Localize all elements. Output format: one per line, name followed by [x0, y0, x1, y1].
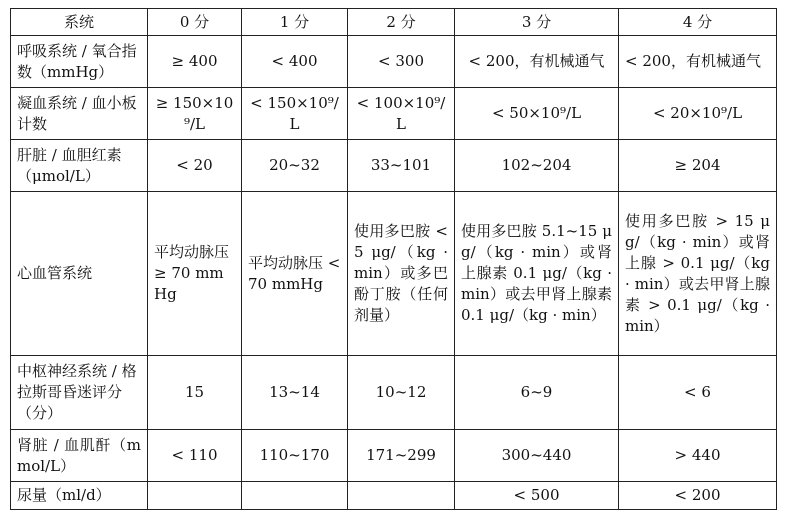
score-0-cell: ≥ 150×10⁹/L: [148, 88, 242, 140]
header-score-1: 1 分: [242, 9, 348, 36]
score-3-cell: 使用多巴胺 5.1~15 μg/（kg · min）或肾上腺素 0.1 μg/（kg · min）或去甲肾上腺素 0.1 μg/（kg · min）: [455, 192, 619, 356]
system-cell: 尿量（ml/d）: [11, 482, 148, 510]
score-2-cell: 171~299: [348, 430, 455, 482]
table-row-renal: [11, 430, 777, 482]
header-score-4: 4 分: [619, 9, 777, 36]
table-row-urine: [11, 482, 777, 510]
score-3-cell: 6~9: [455, 356, 619, 430]
score-4-cell: < 6: [619, 356, 777, 430]
score-4-cell: 使用多巴胺 > 15 μg/（kg · min）或肾上腺 > 0.1 μg/（kg · min）或去甲肾上腺素 > 0.1 μg/（kg · min）: [619, 192, 777, 356]
score-1-cell: 20~32: [242, 140, 348, 192]
score-0-cell: 15: [148, 356, 242, 430]
score-3-cell: 102~204: [455, 140, 619, 192]
score-3-cell: < 500: [455, 482, 619, 510]
header-row: [11, 9, 777, 36]
header-score-3: 3 分: [455, 9, 619, 36]
score-1-cell: 110~170: [242, 430, 348, 482]
sofa-score-table: [10, 8, 777, 510]
score-1-cell: < 400: [242, 36, 348, 88]
score-0-cell: 平均动脉压 ≥ 70 mmHg: [148, 192, 242, 356]
table-row-liver: [11, 140, 777, 192]
score-2-cell: 10~12: [348, 356, 455, 430]
score-0-cell: [148, 482, 242, 510]
score-2-cell: < 300: [348, 36, 455, 88]
score-1-cell: < 150×10⁹/L: [242, 88, 348, 140]
score-1-cell: 平均动脉压 < 70 mmHg: [242, 192, 348, 356]
table-row-coagulation: [11, 88, 777, 140]
score-4-cell: < 20×10⁹/L: [619, 88, 777, 140]
header-system: 系统: [11, 9, 148, 36]
score-0-cell: ≥ 400: [148, 36, 242, 88]
score-0-cell: < 110: [148, 430, 242, 482]
system-cell: 凝血系统 / 血小板计数: [11, 88, 148, 140]
score-2-cell: 33~101: [348, 140, 455, 192]
system-cell: 中枢神经系统 / 格拉斯哥昏迷评分（分）: [11, 356, 148, 430]
score-2-cell: 使用多巴胺 < 5 μg/（kg · min）或多巴酚丁胺（任何剂量）: [348, 192, 455, 356]
score-4-cell: < 200，有机械通气: [619, 36, 777, 88]
score-1-cell: [242, 482, 348, 510]
score-2-cell: [348, 482, 455, 510]
score-3-cell: 300~440: [455, 430, 619, 482]
score-3-cell: < 50×10⁹/L: [455, 88, 619, 140]
score-4-cell: < 200: [619, 482, 777, 510]
system-cell: 呼吸系统 / 氧合指数（mmHg）: [11, 36, 148, 88]
system-cell: 肝脏 / 血胆红素（μmol/L）: [11, 140, 148, 192]
table-row-respiratory: [11, 36, 777, 88]
table-row-cns: [11, 356, 777, 430]
header-score-0: 0 分: [148, 9, 242, 36]
score-4-cell: ≥ 204: [619, 140, 777, 192]
score-4-cell: > 440: [619, 430, 777, 482]
score-0-cell: < 20: [148, 140, 242, 192]
score-3-cell: < 200，有机械通气: [455, 36, 619, 88]
system-cell: 肾脏 / 血肌酐（mmol/L）: [11, 430, 148, 482]
score-1-cell: 13~14: [242, 356, 348, 430]
system-cell: 心血管系统: [11, 192, 148, 356]
header-score-2: 2 分: [348, 9, 455, 36]
score-2-cell: < 100×10⁹/L: [348, 88, 455, 140]
table-row-cardiovascular: [11, 192, 777, 356]
